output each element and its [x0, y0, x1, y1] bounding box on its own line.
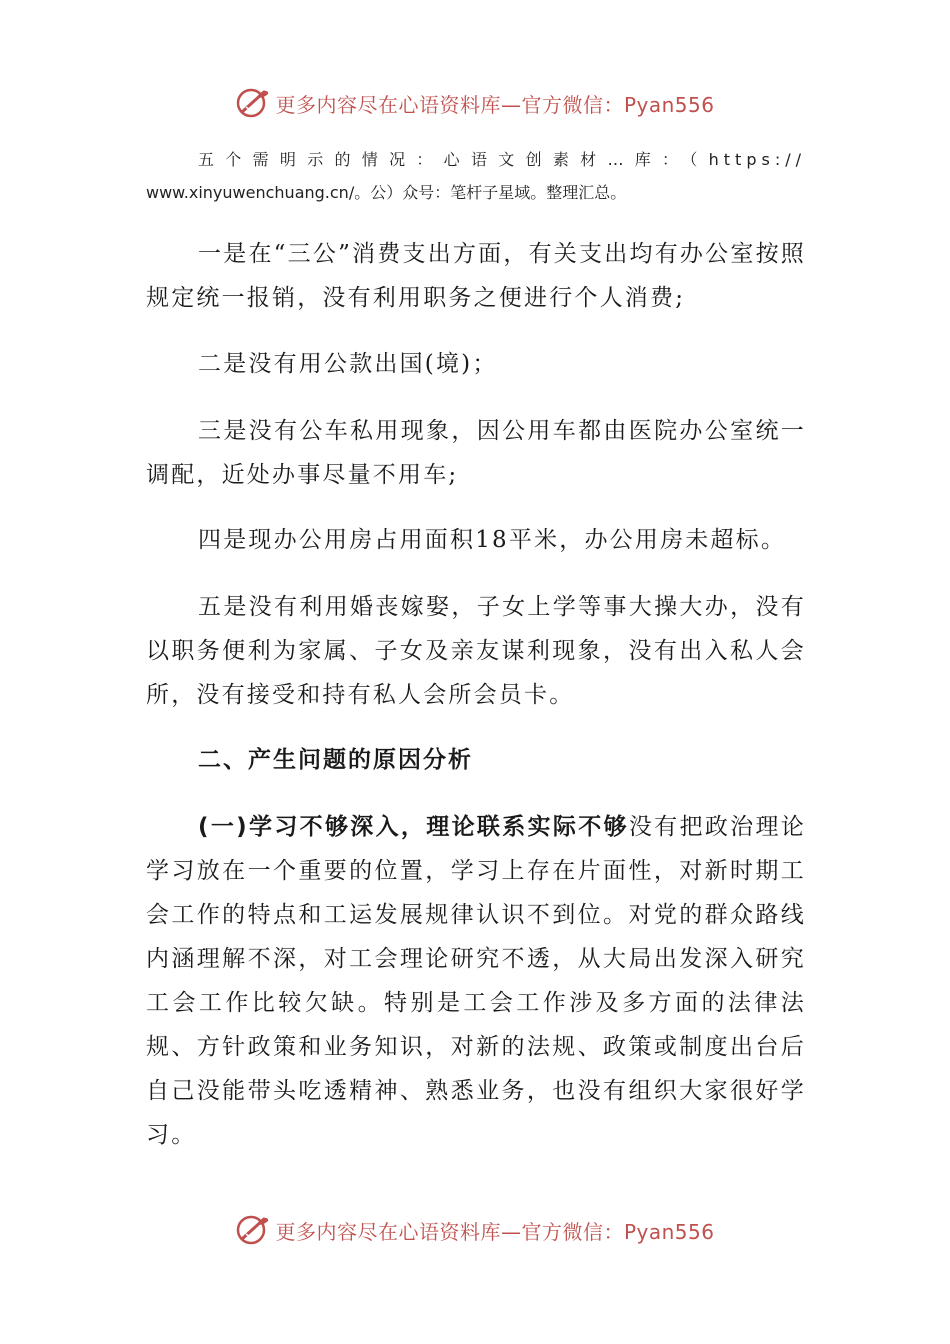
footer-banner — [0, 1210, 950, 1250]
header-banner-text: 更多内容尽在心语资料库—官方微信：Pyan556 — [275, 92, 715, 117]
header-banner — [0, 83, 950, 123]
subsection-body: 没有把政治理论学习放在一个重要的位置，学习上存在片面性，对新时期工会工作的特点和工运发展规律认识不到位。对党的群众路线内涵理解不深，对工会理论研究不透，从大局出发深入研究工会工作比较欠缺。特别是工会工作涉及多方面的法律法规、方针政策和业务知识，对新的法规、政策或制度出台后自己没能带头吃透精神、熟悉业务，也没有组织大家很好学习。 — [146, 814, 807, 1148]
paragraph-1: 一是在“三公”消费支出方面，有关支出均有办公室按照规定统一报销，没有利用职务之便进行个人消费; — [146, 241, 806, 311]
quill-logo-icon — [235, 1212, 271, 1248]
section-heading: 二、产生问题的原因分析 — [198, 747, 473, 773]
paragraph-5: 五是没有利用婚丧嫁娶，子女上学等事大操大办，没有以职务便利为家属、子女及亲友谋利现象，没有出入私人会所，没有接受和持有私人会所会员卡。 — [146, 594, 806, 708]
source-note-line1: 五个需明示的情况：心语文创素材…库：（https:// — [198, 150, 806, 169]
subsection-paragraph — [146, 805, 806, 1157]
paragraph-2: 二是没有用公款出国(境)； — [198, 351, 498, 377]
footer-banner-text: 更多内容尽在心语资料库—官方微信：Pyan556 — [275, 1219, 715, 1244]
quill-logo-icon — [235, 85, 271, 121]
subsection-lead: (一)学习不够深入，理论联系实际不够 — [198, 814, 629, 840]
source-note-line2[interactable]: www.xinyuwenchuang.cn/。公）众号：笔杆子星域。整理汇总。 — [146, 183, 627, 202]
paragraph-3: 三是没有公车私用现象，因公用车都由医院办公室统一调配，近处办事尽量不用车; — [146, 418, 806, 488]
paragraph-4: 四是现办公用房占用面积18平米，办公用房未超标。 — [198, 527, 787, 553]
source-note — [146, 143, 806, 209]
